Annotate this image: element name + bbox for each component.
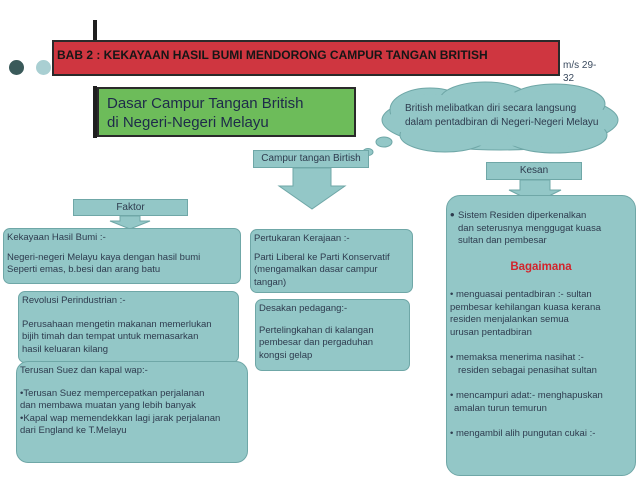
- item1-line4: urusan pentadbiran: [450, 326, 532, 338]
- sistem-line3: sultan dan pembesar: [458, 235, 547, 246]
- revolusi-line3: hasil keluaran kilang: [22, 343, 109, 355]
- faktor-label: Faktor: [73, 199, 188, 216]
- kesan-label: Kesan: [486, 162, 582, 180]
- item2-line2: residen sebagai penasihat sultan: [458, 364, 597, 376]
- kekayaan-heading: Kekayaan Hasil Bumi :-: [7, 232, 106, 243]
- kekayaan-line2: Seperti emas, b.besi dan arang batu: [7, 264, 161, 275]
- item1-line3: residen menjalankan semua: [450, 314, 569, 325]
- page-reference: m/s 29-32: [563, 60, 597, 84]
- terusan-heading: Terusan Suez dan kapal wap:-: [20, 365, 148, 376]
- pertukaran-line1: Parti Liberal ke Parti Konservatif: [254, 251, 390, 263]
- terusan-line3: •Kapal wap memendekkan lagi jarak perjalanan: [20, 412, 221, 424]
- main-heading-box: [97, 87, 356, 137]
- main-heading-line2: di Negeri-Negeri Melayu: [107, 114, 269, 131]
- thought-line1: British melibatkan diri secara langsung: [405, 103, 577, 114]
- item3-line2: amalan turun temurun: [454, 402, 547, 414]
- light-dot-decoration: [36, 60, 51, 75]
- revolusi-line2: bijih timah dan tempat untuk memasarkan: [22, 331, 199, 342]
- desakan-line2: pembesar dan pergaduhan: [259, 337, 374, 348]
- pertukaran-heading: Pertukaran Kerajaan :-: [254, 233, 350, 244]
- item1-line1: • menguasai pentadbiran :- sultan: [450, 289, 592, 300]
- kekayaan-line1: Negeri-negeri Melayu kaya dengan hasil bumi: [7, 251, 201, 263]
- desakan-line3: kongsi gelap: [259, 349, 313, 361]
- factor-revolusi-box: [18, 291, 239, 363]
- revolusi-heading: Revolusi Perindustrian :-: [22, 295, 126, 306]
- factor-pertukaran-box: [250, 229, 413, 293]
- pertukaran-line3: tangan): [254, 276, 287, 288]
- pertukaran-line2: (mengamalkan dasar campur: [254, 264, 378, 275]
- revolusi-line1: Perusahaan mengetin makanan memerlukan: [22, 318, 212, 330]
- thought-line2: dalam pentadbiran di Negeri-Negeri Melayu: [405, 117, 599, 128]
- dark-dot-decoration: [9, 60, 24, 75]
- sistem-bullet: •: [450, 207, 455, 222]
- bagaimana-heading: Bagaimana: [510, 260, 572, 273]
- desakan-heading: Desakan pedagang:-: [259, 303, 348, 314]
- campur-tangan-label: Campur tangan Birtish: [253, 150, 369, 168]
- sistem-line2: dan seterusnya menggugat kuasa: [458, 222, 602, 234]
- terusan-line2: dan membawa muatan yang lebih banyak: [20, 400, 196, 411]
- main-heading-line1: Dasar Campur Tangan British: [107, 95, 304, 112]
- terusan-line4: dari England ke T.Melayu: [20, 425, 127, 436]
- factor-desakan-box: [255, 299, 410, 371]
- item1-line2: pembesar kehilangan kuasa kerana: [450, 301, 601, 313]
- factor-terusan-box: [16, 361, 248, 463]
- item3-line1: • mencampuri adat:- menghapuskan: [450, 390, 603, 401]
- item2-line1: • memaksa menerima nasihat :-: [450, 352, 584, 363]
- chapter-title: BAB 2 : KEKAYAAN HASIL BUMI MENDORONG CAMPUR TANGAN BRITISH: [52, 40, 560, 76]
- kesan-effects-box: [446, 195, 636, 476]
- item4-line1: • mengambil alih pungutan cukai :-: [450, 428, 596, 439]
- thought-bubble-text: [405, 102, 635, 130]
- terusan-line1: •Terusan Suez mempercepatkan perjalanan: [20, 387, 205, 399]
- factor-kekayaan-box: [3, 228, 241, 284]
- campur-tangan-down-arrow: [279, 168, 345, 210]
- sistem-line1: Sistem Residen diperkenalkan: [458, 210, 587, 221]
- desakan-line1: Pertelingkahan di kalangan: [259, 324, 374, 336]
